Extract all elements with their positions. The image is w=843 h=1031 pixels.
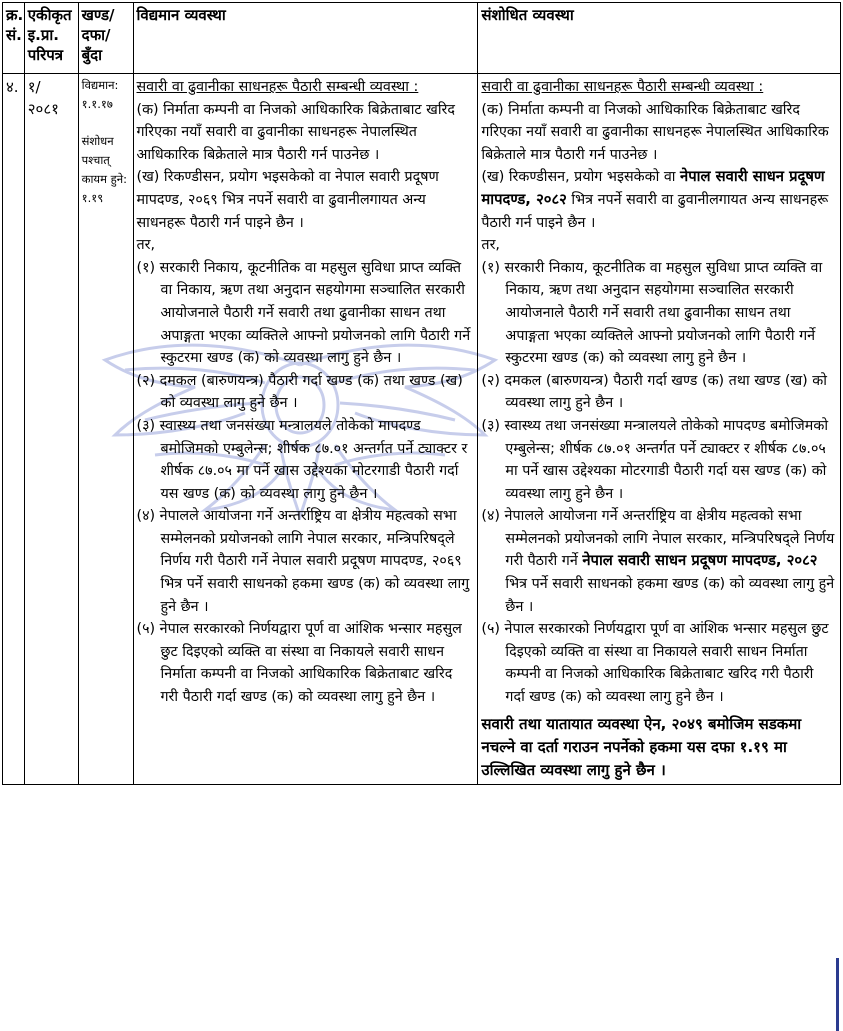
amended-section-ref: संशोधन पश्चात् कायम हुने: १.१९: [81, 134, 127, 205]
amended-proviso-4: [481, 505, 837, 618]
existing-proviso: तर,: [136, 237, 156, 254]
amended-provision-cell: [478, 74, 841, 785]
section-cell: [78, 74, 133, 785]
existing-proviso-5: (५) नेपाल सरकारको निर्णयद्वारा पूर्ण वा आंशिक भन्सार महसुल छुट दिइएको व्यक्ति वा संस्था वा निकायले सवारी साधन निर्माता कम्पनी वा निजको आधिकारिक बिक्रेताबाट खरिद गरी पैठारी गर्दा खण्ड (क) को व्यवस्था लागु हुने छैन ।: [136, 621, 462, 706]
header-amended-provision: संशोधित व्यवस्था: [478, 3, 841, 74]
amended-final-provision: सवारी तथा यातायात व्यवस्था ऐन, २०४९ बमोजिम सडकमा नचल्ने वा दर्ता गराउन नपर्नेको हकमा यस दफा १.१९ मा उल्लिखित व्यवस्था लागु हुने छैन ।: [481, 714, 802, 779]
existing-clause-kha: (ख) रिकण्डीसन, प्रयोग भइसकेको वा नेपाल सवारी प्रदूषण मापदण्ड, २०६९ भित्र नपर्ने सवारी वा ढुवानीलगायत अन्य साधनहरू पैठारी गर्न पाइने छैन ।: [136, 169, 439, 231]
amended-clause-ka: (क) निर्माता कम्पनी वा निजको आधिकारिक बिक्रेताबाट खरिद गरिएका नयाँ सवारी वा ढुवानीका साधनहरू नेपालस्थित आधिकारिक बिक्रेताले मात्र पैठारी गर्न पाउनेछ ।: [481, 101, 829, 163]
amended-clause-kha-pre: (ख) रिकण्डीसन, प्रयोग भइसकेको वा: [481, 169, 681, 186]
header-row: [3, 3, 841, 74]
amended-proviso-5: (५) नेपाल सरकारको निर्णयद्वारा पूर्ण वा आंशिक भन्सार महसुल छुट दिइएको व्यक्ति वा संस्था वा निकायले सवारी साधन निर्माता कम्पनी वा निजको आधिकारिक बिक्रेताबाट खरिद गरी पैठारी गर्दा खण्ड (क) को व्यवस्था लागु हुने छैन ।: [481, 621, 829, 706]
amended-proviso: तर,: [481, 237, 500, 254]
serial-number-cell: ४.: [3, 74, 25, 785]
amended-proviso-4-pre: (४) नेपालले आयोजना गर्ने अन्तर्राष्ट्रिय वा क्षेत्रीय महत्वको सभा सम्मेलनको प्रयोजनको लागि नेपाल सरकार, मन्त्रिपरिषद्ले निर्णय गरी पैठारी गर्ने: [481, 508, 835, 570]
comparison-table: [2, 2, 841, 785]
existing-proviso-1: (१) सरकारी निकाय, कूटनीतिक वा महसुल सुविधा प्राप्त व्यक्ति वा निकाय, ऋण तथा अनुदान सहयोगमा सञ्चालित सरकारी आयोजनाले पैठारी गर्ने सवारी तथा ढुवानीका साधन तथा अपाङ्गता भएका व्यक्तिले आफ्नो प्रयोजनको लागि पैठारी गर्ने स्कुटरमा खण्ड (क) को व्यवस्था लागु हुने छैन ।: [136, 259, 471, 367]
table-row: [3, 74, 841, 785]
ordinance-cell: १/ २०८१: [24, 74, 78, 785]
amended-proviso-2: (२) दमकल (बारुणयन्त्र) पैठारी गर्दा खण्ड (क) तथा खण्ड (ख) को व्यवस्था लागु हुने छैन ।: [481, 372, 827, 412]
amended-heading: सवारी वा ढुवानीका साधनहरू पैठारी सम्बन्धी व्यवस्था :: [481, 79, 764, 95]
existing-section-ref: विद्यमान: १.१.१७: [81, 78, 119, 111]
existing-proviso-4: (४) नेपालले आयोजना गर्ने अन्तर्राष्ट्रिय वा क्षेत्रीय महत्वको सभा सम्मेलनको प्रयोजनको लागि नेपाल सरकार, मन्त्रिपरिषद्ले निर्णय गरी पैठारी गर्ने नेपाल सवारी प्रदूषण मापदण्ड, २०६९ भित्र पर्ने सवारी साधनको हकमा खण्ड (क) को व्यवस्था लागु हुने छैन ।: [136, 508, 470, 615]
header-section: खण्ड/ दफा/ बुँदा: [78, 3, 133, 74]
existing-heading: सवारी वा ढुवानीका साधनहरू पैठारी सम्बन्धी व्यवस्था :: [136, 79, 419, 95]
header-existing-provision: विद्यमान व्यवस्था: [133, 3, 478, 74]
amended-clause-kha: [481, 166, 837, 234]
existing-proviso-2: (२) दमकल (बारुणयन्त्र) पैठारी गर्दा खण्ड (क) तथा खण्ड (ख) को व्यवस्था लागु हुने छैन ।: [136, 372, 463, 412]
existing-provision-cell: [133, 74, 478, 785]
header-serial-number: क्र. सं.: [3, 3, 25, 74]
existing-proviso-3: (३) स्वास्थ्य तथा जनसंख्या मन्त्रालयले तोकेको मापदण्ड बमोजिमको एम्बुलेन्स; शीर्षक ८७.०१ अन्तर्गत पर्ने ट्याक्टर र शीर्षक ८७.०५ मा पर्ने खास उद्देश्यका मोटरगाडी पैठारी गर्दा यस खण्ड (क) को व्यवस्था लागु हुने छैन ।: [136, 417, 468, 502]
amended-proviso-3: (३) स्वास्थ्य तथा जनसंख्या मन्त्रालयले तोकेको मापदण्ड बमोजिमको एम्बुलेन्स; शीर्षक ८७.०१ अन्तर्गत पर्ने ट्याक्टर र शीर्षक ८७.०५ मा पर्ने खास उद्देश्यका मोटरगाडी पैठारी गर्दा यस खण्ड (क) को व्यवस्था लागु हुने छैन ।: [481, 417, 829, 502]
header-ordinance: एकीकृत इ.प्रा. परिपत्र: [24, 3, 78, 74]
amended-proviso-4-post: भित्र पर्ने सवारी साधनको हकमा खण्ड (क) को व्यवस्था लागु हुने छैन ।: [505, 576, 835, 615]
amended-clause-kha-post: भित्र नपर्ने सवारी वा ढुवानीलगायत अन्य साधनहरू पैठारी गर्न पाइने छैन ।: [481, 191, 829, 231]
side-marker-bar: [836, 958, 839, 1031]
amended-proviso-4-standard: नेपाल सवारी साधन प्रदूषण मापदण्ड, २०८२: [582, 552, 818, 570]
amended-clause-kha-standard: नेपाल सवारी साधन प्रदूषण मापदण्ड, २०८२: [481, 168, 825, 208]
existing-clause-ka: (क) निर्माता कम्पनी वा निजको आधिकारिक बिक्रेताबाट खरिद गरिएका नयाँ सवारी वा ढुवानीका साधनहरू नेपालस्थित आधिकारिक बिक्रेताले मात्र पैठारी गर्न पाउनेछ ।: [136, 101, 455, 163]
amended-proviso-1: (१) सरकारी निकाय, कूटनीतिक वा महसुल सुविधा प्राप्त व्यक्ति वा निकाय, ऋण तथा अनुदान सहयोगमा सञ्चालित सरकारी आयोजनाले पैठारी गर्ने सवारी तथा ढुवानीका साधन तथा अपाङ्गता भएका व्यक्तिले आफ्नो प्रयोजनको लागि पैठारी गर्ने स्कुटरमा खण्ड (क) को व्यवस्था लागु हुने छैन ।: [481, 259, 823, 367]
